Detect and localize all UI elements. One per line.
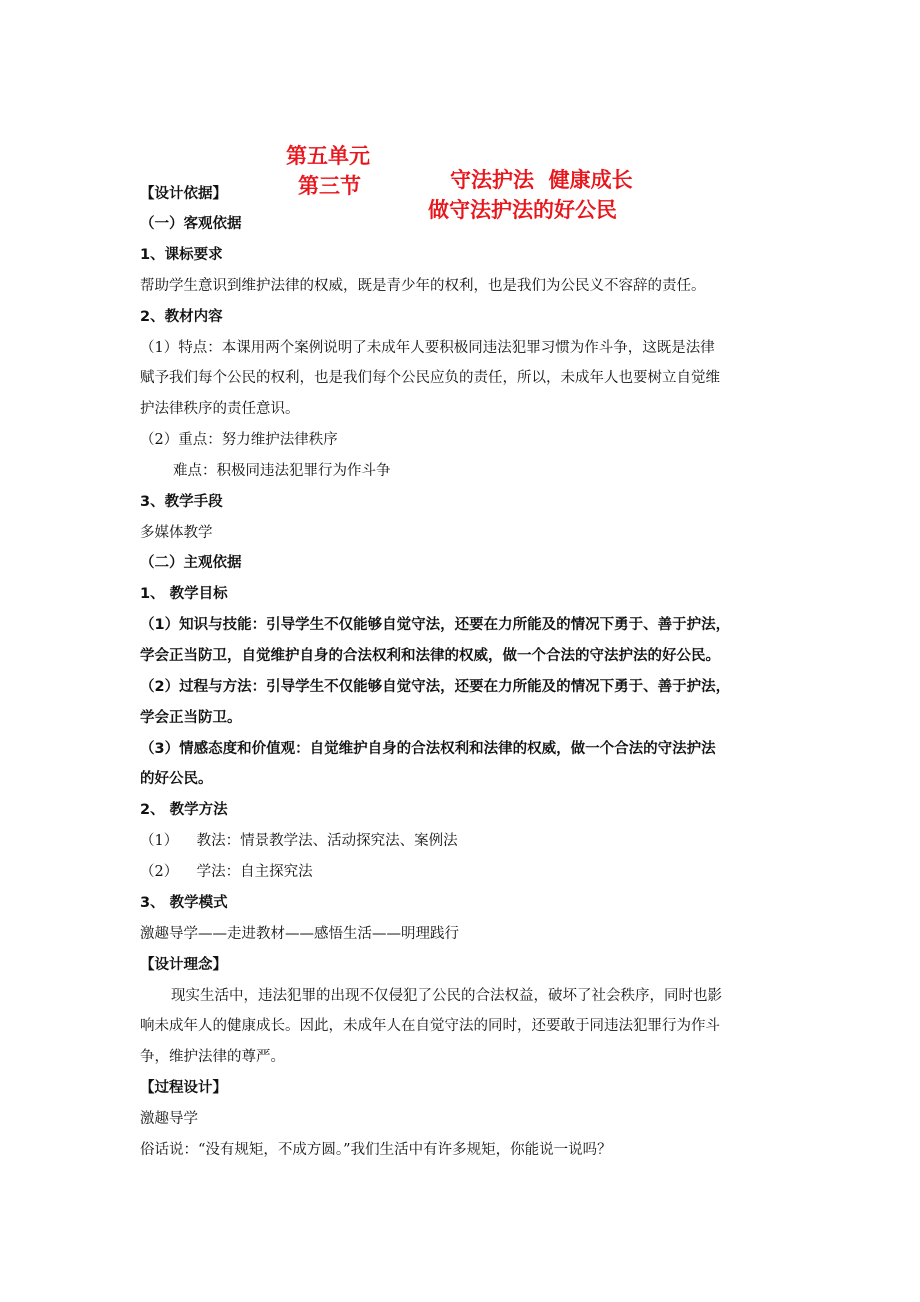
paragraph-line: 俗话说：“没有规矩，不成方圆。”我们生活中有许多规矩，你能说一说吗？ (140, 1142, 612, 1158)
paragraph-line: 响未成年人的健康成长。因此，未成年人在自觉守法的同时，还要敢于同违法犯罪行为作斗 (140, 1018, 720, 1034)
paragraph-line: （2）重点：努力维护法律秩序 (140, 432, 338, 448)
paragraph-line: （1）特点：本课用两个案例说明了未成年人要积极同违法犯罪习惯为作斗争，这既是法律 (140, 340, 715, 356)
paragraph-line: （2） 学法：自主探究法 (140, 864, 313, 880)
item-heading-objectives: 1、 教学目标 (140, 586, 228, 602)
paragraph-line: 激趣导学 (140, 1111, 198, 1127)
item-heading-teaching-means: 3、教学手段 (140, 494, 223, 510)
objective-line: （1）知识与技能：引导学生不仅能够自觉守法，还要在力所能及的情况下勇于、善于护法， (140, 617, 731, 633)
paragraph-line: 护法律秩序的责任意识。 (140, 401, 300, 417)
subheading-subjective-basis: （二）主观依据 (140, 555, 242, 571)
section-label: 第三节 (298, 174, 361, 198)
item-heading-methods: 2、 教学方法 (140, 802, 228, 818)
heading-process-design: 【过程设计】 (140, 1080, 227, 1096)
paragraph-line: 多媒体教学 (140, 525, 213, 541)
heading-design-concept: 【设计理念】 (140, 957, 227, 973)
item-heading-curriculum: 1、课标要求 (140, 247, 223, 263)
paragraph-line: 现实生活中，违法犯罪的出现不仅侵犯了公民的合法权益，破坏了社会秩序，同时也影 (171, 988, 722, 1004)
paragraph-line: 帮助学生意识到维护法律的权威，既是青少年的权利，也是我们为公民义不容辞的责任。 (140, 278, 706, 294)
subheading-objective-basis: （一）客观依据 (140, 216, 242, 232)
paragraph-line: （1） 教法：情景教学法、活动探究法、案例法 (140, 833, 458, 849)
objective-line: （3）情感态度和价值观：自觉维护自身的合法权利和法律的权威，做一个合法的守法护法 (140, 741, 716, 757)
item-heading-mode: 3、 教学模式 (140, 895, 228, 911)
section-name: 做守法护法的好公民 (428, 198, 617, 222)
paragraph-line: 争，维护法律的尊严。 (140, 1049, 285, 1065)
objective-line: 学会正当防卫，自觉维护自身的合法权利和法律的权威，做一个合法的守法护法的好公民。 (140, 648, 720, 664)
objective-line: （2）过程与方法：引导学生不仅能够自觉守法，还要在力所能及的情况下勇于、善于护法， (140, 679, 731, 695)
paragraph-line: 赋予我们每个公民的权利，也是我们每个公民应负的责任，所以，未成年人也要树立自觉维 (140, 370, 720, 386)
objective-line: 学会正当防卫。 (140, 710, 242, 726)
unit-name: 守法护法 健康成长 (450, 168, 633, 192)
heading-design-basis: 【设计依据】 (140, 186, 227, 202)
item-heading-textbook: 2、教材内容 (140, 309, 223, 325)
paragraph-line: 激趣导学——走进教材——感悟生活——明理践行 (140, 926, 459, 942)
objective-line: 的好公民。 (140, 771, 213, 787)
paragraph-line: 难点：积极同违法犯罪行为作斗争 (173, 463, 391, 479)
unit-label: 第五单元 (286, 144, 370, 168)
